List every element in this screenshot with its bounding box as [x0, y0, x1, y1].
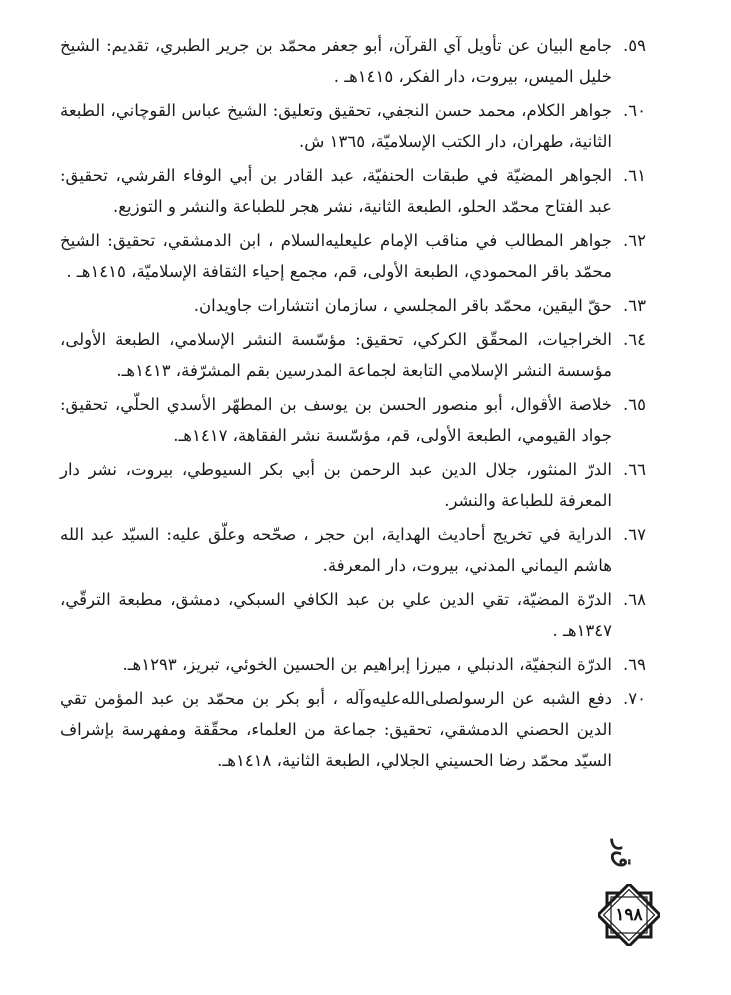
- entry-text: جامع البيان عن تأويل آي القرآن، أبو جعفر محمّد بن جرير الطبري، تقديم: الشيخ خليل الميس، بيروت، دار الفكر، ١٤١٥هـ .: [60, 36, 612, 86]
- entry-number: ٦٠.: [623, 101, 646, 120]
- entry-text: الدراية في تخريج أحاديث الهداية، ابن حجر ، صحّحه وعلّق عليه: السيّد عبد الله هاشم اليماني المدني، بيروت، دار المعرفة.: [60, 525, 612, 575]
- entry-number: ٦٤.: [623, 330, 646, 349]
- entry-text: حقّ اليقين، محمّد باقر المجلسي ، سازمان انتشارات جاويدان.: [193, 296, 612, 315]
- bibliography-entry: [60, 584, 646, 646]
- entry-number: ٦٨.: [623, 590, 646, 609]
- entry-text: جواهر الكلام، محمد حسن النجفي، تحقيق وتعليق: الشيخ عباس القوچاني، الطبعة الثانية، طهران، دار الكتب الإسلاميّة، ١٣٦٥ ش.: [60, 101, 612, 151]
- bibliography-entry: [60, 290, 646, 321]
- bibliography-entry: [60, 324, 646, 386]
- entry-number: ٦٢.: [623, 231, 646, 250]
- bibliography-entry: [60, 95, 646, 157]
- entry-text: الجواهر المضيّة في طبقات الحنفيّة، عبد القادر بن أبي الوفاء القرشي، تحقيق: عبد الفتاح محمّد الحلو، الطبعة الثانية، نشر هجر للطباعة والنشر و التوزيع.: [60, 166, 612, 216]
- entry-number: ٧٠.: [623, 689, 646, 708]
- entry-number: ٦٥.: [623, 395, 646, 414]
- entry-text: الدرّة المضيّة، تقي الدين علي بن عبد الكافي السبكي، دمشق، مطبعة الترقّي، ١٣٤٧هـ .: [60, 590, 612, 640]
- page-number: ١٩٨: [615, 905, 643, 925]
- entry-text: خلاصة الأقوال، أبو منصور الحسن بن يوسف بن المطهّر الأسدي الحلّي، تحقيق: جواد القيومي، الطبعة الأولى، قم، مؤسّسة نشر الفقاهة، ١٤١٧هـ.: [60, 395, 612, 445]
- bibliography-entry: [60, 389, 646, 451]
- bibliography-entry: [60, 683, 646, 776]
- bibliography-entry: [60, 160, 646, 222]
- bibliography-list: [60, 30, 646, 779]
- page-number-badge: [598, 884, 660, 946]
- entry-number: ٥٩.: [623, 36, 646, 55]
- bibliography-entry: [60, 30, 646, 92]
- entry-text: جواهر المطالب في مناقب الإمام عليعليه‌السلام ، ابن الدمشقي، تحقيق: الشيخ محمّد باقر المحمودي، الطبعة الأولى، قم، مجمع إحياء الثقافة الإسلاميّة، ١٤١٥هـ .: [60, 231, 612, 281]
- entry-number: ٦٧.: [623, 525, 646, 544]
- bibliography-entry: [60, 649, 646, 680]
- entry-number: ٦٣.: [623, 296, 646, 315]
- entry-number: ٦٩.: [623, 655, 646, 674]
- section-margin-mark: ﻕﺭ: [610, 840, 636, 868]
- bibliography-entry: [60, 225, 646, 287]
- entry-text: الخراجيات، المحقّق الكركي، تحقيق: مؤسّسة النشر الإسلامي، الطبعة الأولى، مؤسسة النشر الإسلامي التابعة لجماعة المدرسين بقم المشرّفة، ١٤١٣هـ.: [60, 330, 612, 380]
- entry-number: ٦٦.: [623, 460, 646, 479]
- entry-text: الدرّ المنثور، جلال الدين عبد الرحمن بن أبي بكر السيوطي، بيروت، نشر دار المعرفة للطباعة والنشر.: [60, 460, 612, 510]
- bibliography-entry: [60, 519, 646, 581]
- entry-text: الدرّة النجفيّة، الدنبلي ، ميرزا إبراهيم بن الحسين الخوئي، تبريز، ١٢٩٣هـ.: [122, 655, 612, 674]
- entry-number: ٦١.: [623, 166, 646, 185]
- bibliography-entry: [60, 454, 646, 516]
- entry-text: دفع الشبه عن الرسولصلى‌الله‌عليه‌وآله ، أبو بكر بن محمّد بن عبد المؤمن تقي الدين الحصني الدمشقي، تحقيق: جماعة من العلماء، محقّقة ومفهرسة بإشراف السيّد محمّد رضا الحسيني الجلالي، الطبعة الثانية، ١٤١٨هـ.: [60, 689, 612, 770]
